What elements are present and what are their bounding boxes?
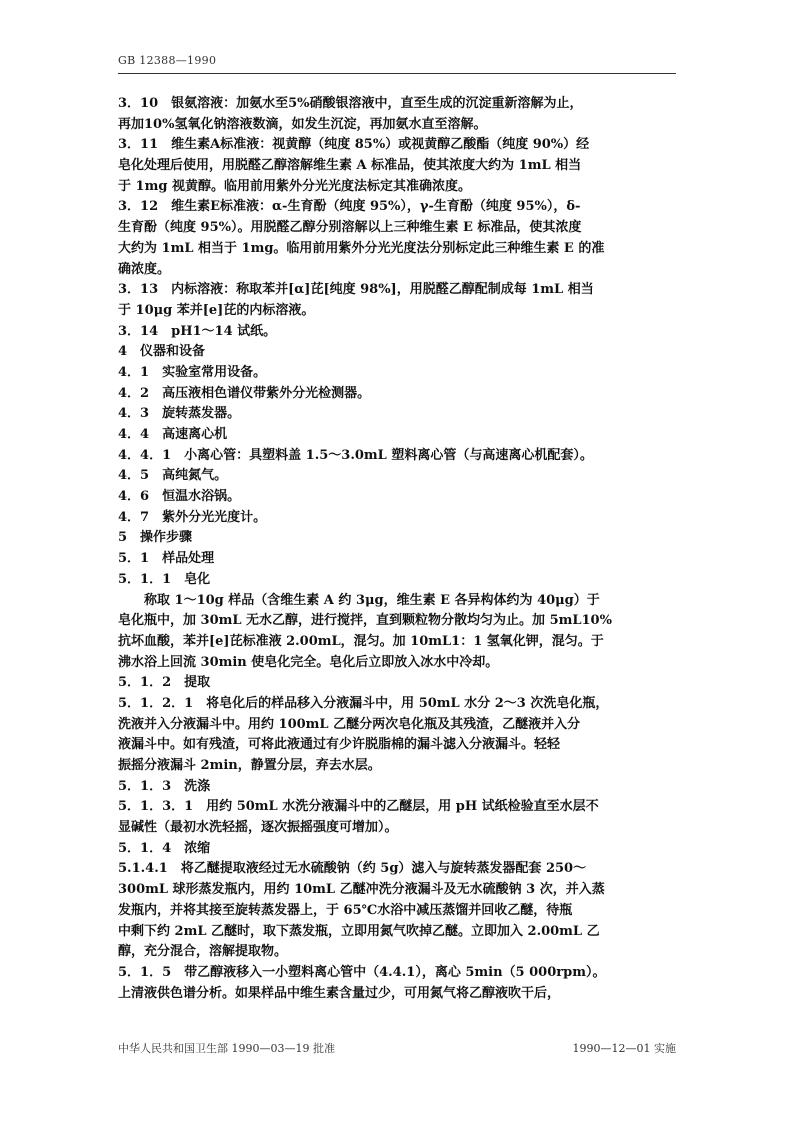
body-line: 3．12 维生素E标准液：α-生育酚（纯度 95%），γ-生育酚（纯度 95%），δ-	[118, 199, 581, 215]
body-line: 于 1mg 视黄醇。临用前用紫外分光光度法标定其准确浓度。	[118, 178, 471, 194]
body-line: 大约为 1mL 相当于 1mg。临用前用紫外分光光度法分别标定此三种维生素 E 的准	[118, 240, 605, 256]
body-line: 4．4．1 小离心管：具塑料盖 1.5～3.0mL 塑料离心管（与高速离心机配套）。	[118, 447, 593, 463]
body-line: 4．6 恒温水浴锅。	[118, 489, 241, 505]
body-line: 中剩下约 2mL 乙醚时，取下蒸发瓶，立即用氮气吹掉乙醚。立即加入 2.00mL 乙	[118, 923, 600, 939]
body-line: 4．4 高速离心机	[118, 427, 228, 442]
subsection-heading: 5．1 样品处理	[118, 551, 215, 567]
body-line: 3．14 pH1～14 试纸。	[118, 323, 277, 339]
body-line: 300mL 球形蒸发瓶内，用约 10mL 乙醚冲洗分液漏斗及无水硫酸钠 3 次，并入蒸	[118, 882, 605, 898]
body-line: 发瓶内，并将其接至旋转蒸发器上，于 65℃水浴中减压蒸馏并回收乙醚，待瓶	[118, 902, 573, 918]
body-line: 5．1．3．1 用约 50mL 水洗分液漏斗中的乙醚层，用 pH 试纸检验直至水层不	[118, 799, 599, 815]
body-line: 显碱性（最初水洗轻摇，逐次振摇强度可增加）。	[118, 820, 398, 836]
body-line: 3．11 维生素A标准液：视黄醇（纯度 85%）或视黄醇乙酸酯（纯度 90%）经	[118, 137, 590, 153]
body-line: 振摇分液漏斗 2min，静置分层，弃去水层。	[118, 758, 381, 773]
body-line: 抗坏血酸，苯并[e]芘标准液 2.00mL，混匀。加 10mL1：1 氢氧化钾，混匀。于	[118, 633, 604, 649]
body-line: 洗液并入分液漏斗中。用约 100mL 乙醚分两次皂化瓶及其残渣，乙醚液并入分	[118, 716, 581, 732]
section-heading: 4 仪器和设备	[118, 344, 206, 360]
effective-date: 1990—12—01 实施	[572, 1042, 676, 1055]
body-line: 4．3 旋转蒸发器。	[118, 406, 241, 422]
body-line: 4．5 高纯氮气。	[118, 468, 228, 484]
body-line: 醇，充分混合，溶解提取物。	[118, 944, 288, 960]
body-line: 4．1 实验室常用设备。	[118, 364, 267, 380]
subsection-heading: 5．1．1 皂化	[118, 571, 211, 587]
body-line: 再加10%氢氧化钠溶液数滴，如发生沉淀，再加氨水直至溶解。	[118, 116, 487, 132]
section-heading: 5 操作步骤	[118, 530, 193, 546]
body-line: 4．2 高压液相色谱仪带紫外分光检测器。	[118, 385, 371, 401]
document-body	[118, 94, 676, 1004]
body-line: 皂化瓶中，加 30mL 无水乙醇，进行搅拌，直到颗粒物分散均匀为止。加 5mL10%	[118, 613, 612, 629]
body-line: 皂化处理后使用，用脱醛乙醇溶解维生素 A 标准品，使其浓度大约为 1mL 相当	[118, 158, 582, 174]
body-line: 5．1．5 带乙醇液移入一小塑料离心管中（4.4.1），离心 5min（5 000rpm）。	[118, 964, 606, 980]
subsection-heading: 5．1．3 洗涤	[118, 778, 211, 794]
standard-code: GB 12388—1990	[118, 54, 217, 67]
body-line: 3．10 银氨溶液：加氨水至5%硝酸银溶液中，直至生成的沉淀重新溶解为止，	[118, 96, 583, 111]
body-line: 于 10μg 苯并[e]芘的内标溶液。	[118, 302, 315, 318]
body-line: 上清液供色谱分析。如果样品中维生素含量过少，可用氮气将乙醇液吹干后，	[118, 985, 561, 1001]
header-divider	[118, 73, 676, 74]
body-line: 5.1.4.1 将乙醚提取液经过无水硫酸钠（约 5g）滤入与旋转蒸发器配套 250～	[118, 861, 587, 877]
body-line: 称取 1～10g 样品（含维生素 A 约 3μg，维生素 E 各异构体约为 40μg）于	[118, 592, 600, 608]
body-line: 生育酚（纯度 95%）。用脱醛乙醇分别溶解以上三种维生素 E 标准品，使其浓度	[118, 220, 582, 236]
body-line: 3．13 内标溶液：称取苯并[α]芘[纯度 98%]，用脱醛乙醇配制成每 1mL 相当	[118, 282, 594, 298]
body-line: 沸水浴上回流 30min 使皂化完全。皂化后立即放入冰水中冷却。	[118, 654, 499, 670]
body-line: 液漏斗中。如有残渣，可将此液通过有少许脱脂棉的漏斗滤入分液漏斗。轻轻	[118, 737, 561, 753]
subsection-heading: 5．1．4 浓缩	[118, 840, 211, 856]
body-line: 4．7 紫外分光光度计。	[118, 509, 267, 525]
subsection-heading: 5．1．2 提取	[118, 675, 211, 691]
approval-date: 中华人民共和国卫生部 1990—03—19 批准	[118, 1042, 335, 1055]
body-line: 5．1．2．1 将皂化后的样品移入分液漏斗中，用 50mL 水分 2～3 次洗皂化瓶，	[118, 695, 609, 711]
body-line: 确浓度。	[118, 261, 171, 277]
